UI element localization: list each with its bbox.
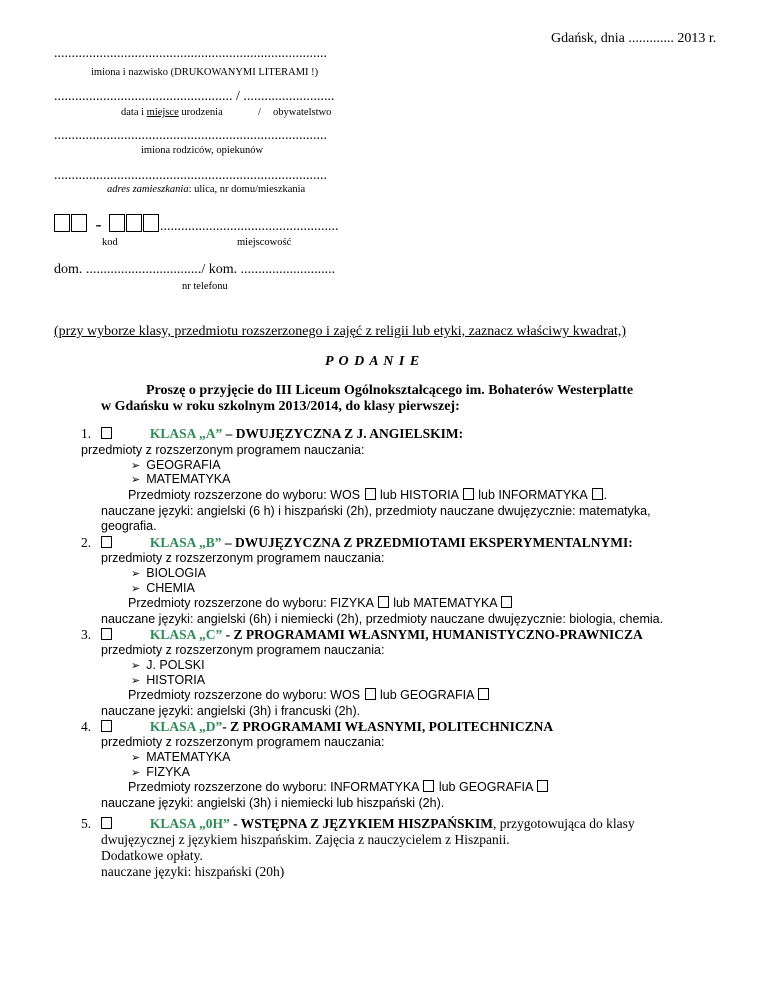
class-3-checkbox[interactable]: [101, 628, 112, 640]
class-3-subject: ➢ J. POLSKI: [131, 658, 205, 672]
class-4-choice-line: Przedmioty rozszerzone do wyboru: INFORMATYKA lub GEOGRAFIA: [128, 780, 549, 794]
intro-line-1: Proszę o przyjęcie do III Liceum Ogólnokształcącego im. Bohaterów Westerplatte: [146, 383, 634, 398]
postal-digit-box[interactable]: [126, 214, 142, 232]
city-field[interactable]: ...................................................: [160, 219, 339, 234]
class-1-subject: ➢ GEOGRAFIA: [131, 458, 221, 472]
choice-historia-checkbox[interactable]: [463, 488, 474, 500]
class-4-heading: 4. KLASA „D”- Z PROGRAMAMI WŁASNYMI, POLITECHNICZNA: [81, 719, 554, 734]
class-3-languages: nauczane języki: angielski (3h) i francuski (2h).: [101, 704, 361, 718]
parents-field[interactable]: ..............................................................................: [54, 128, 327, 143]
class-1-name: KLASA „A”: [149, 426, 223, 441]
choice-geografia-checkbox[interactable]: [478, 688, 489, 700]
class-1-choice-historia-label: lub HISTORIA: [380, 488, 459, 502]
class-1-choice-informatyka-label: lub INFORMATYKA: [478, 488, 588, 502]
arrow-bullet-icon: ➢: [131, 567, 141, 580]
phone-field[interactable]: dom. ................................./ kom. ...........................: [54, 262, 336, 277]
birth-label: [121, 107, 223, 118]
birth-field[interactable]: ................................................... / ..........................: [54, 89, 335, 104]
class-2-heading: 2. KLASA „B” – DWUJĘZYCZNA Z PRZEDMIOTAMI EKSPERYMENTALNYMI:: [81, 535, 633, 550]
class-5-title-rest: , przygotowująca do klasy: [492, 816, 635, 831]
class-3-title-a: - Z PROGRAMAMI WŁASNYMI: [222, 627, 426, 642]
class-3-name: KLASA „C”: [149, 627, 223, 642]
arrow-bullet-icon: ➢: [131, 582, 141, 595]
birth-label-slash: /: [258, 107, 261, 118]
class-5-description: dwujęzycznej z językiem hiszpańskim. Zajęcia z nauczycielem z Hiszpanii.: [101, 832, 510, 847]
class-3-subjects-intro: przedmioty z rozszerzonym programem nauczania:: [101, 643, 385, 657]
class-1-choice-line: Przedmioty rozszerzone do wyboru: WOS lub HISTORIA lub INFORMATYKA .: [128, 488, 608, 502]
class-4-subject: ➢ MATEMATYKA: [131, 750, 231, 764]
class-1-heading: [81, 425, 463, 442]
class-2-title: – DWUJĘZYCZNA Z PRZEDMIOTAMI EKSPERYMENTALNYMI:: [221, 535, 633, 550]
class-5-name: KLASA „0H”: [149, 816, 230, 831]
class-1-choice-wos-label: Przedmioty rozszerzone do wyboru: WOS: [128, 488, 361, 502]
class-2-subject: ➢ BIOLOGIA: [131, 566, 206, 580]
parents-label: imiona rodziców, opiekunów: [141, 145, 264, 156]
citizenship-label: obywatelstwo: [273, 107, 332, 118]
address-label-rest: : ulica, nr domu/mieszkania: [188, 184, 306, 195]
postal-code-label: kod: [102, 237, 118, 248]
name-field[interactable]: ..............................................................................: [54, 46, 327, 61]
choice-informatyka-checkbox[interactable]: [423, 780, 434, 792]
birth-label-rest: urodzenia: [181, 107, 223, 118]
postal-row: [54, 214, 339, 235]
birth-label-place: miejsce: [146, 107, 179, 118]
class-1-title: – DWUJĘZYCZNA Z J. ANGIELSKIM:: [222, 426, 464, 441]
class-3-subject: ➢ HISTORIA: [131, 673, 206, 687]
birth-label-date: data i: [121, 107, 145, 118]
postal-digit-box[interactable]: [54, 214, 70, 232]
class-5-heading: 5. KLASA „0H” - WSTĘPNA Z JĘZYKIEM HISZPAŃSKIM, przygotowująca do klasy: [81, 816, 635, 831]
choice-geografia-checkbox[interactable]: [537, 780, 548, 792]
class-4-name: KLASA „D”: [149, 719, 223, 734]
arrow-bullet-icon: ➢: [131, 459, 141, 472]
class-4-subjects-intro: przedmioty z rozszerzonym programem nauczania:: [101, 735, 385, 749]
postal-digit-box[interactable]: [71, 214, 87, 232]
class-2-name: KLASA „B”: [149, 535, 222, 550]
class-5-fees: Dodatkowe opłaty.: [101, 848, 203, 863]
class-1-subject: ➢ MATEMATYKA: [131, 472, 231, 486]
address-label: [107, 184, 305, 195]
arrow-bullet-icon: ➢: [131, 659, 141, 672]
class-2-checkbox[interactable]: [101, 536, 112, 548]
class-2-subjects-intro: przedmioty z rozszerzonym programem nauczania:: [101, 551, 385, 565]
page-title: P O D A N I E: [325, 354, 421, 369]
class-1-checkbox[interactable]: [101, 427, 112, 439]
class-3-title-b: , HUMANISTYCZNO-PRAWNICZA: [425, 627, 643, 642]
class-1-languages: nauczane języki: angielski (6 h) i hiszpański (2h), przedmioty nauczane dwujęzycznie: matematyka,: [101, 504, 651, 518]
postal-digit-box[interactable]: [109, 214, 125, 232]
name-label: imiona i nazwisko (DRUKOWANYMI LITERAMI !): [91, 67, 319, 78]
phone-label: nr telefonu: [182, 281, 228, 292]
instruction: (przy wyborze klasy, przedmiotu rozszerzonego i zajęć z religii lub etyki, zaznacz właściwy kwadrat,): [54, 324, 627, 339]
class-4-title-a: - Z PROGRAMAMI WŁASNYMI: [222, 719, 422, 734]
choice-fizyka-checkbox[interactable]: [378, 596, 389, 608]
class-4-checkbox[interactable]: [101, 720, 112, 732]
class-2-subject: ➢ CHEMIA: [131, 581, 195, 595]
class-1-subjects-intro: przedmioty z rozszerzonym programem nauczania:: [81, 443, 365, 457]
class-3-heading: 3. KLASA „C” - Z PROGRAMAMI WŁASNYMI, HUMANISTYCZNO-PRAWNICZA: [81, 627, 643, 642]
choice-wos-checkbox[interactable]: [365, 688, 376, 700]
class-2-languages: nauczane języki: angielski (6h) i niemiecki (2h), przedmioty nauczane dwujęzycznie: biologia, chemia.: [101, 612, 664, 626]
class-1-num: 1.: [81, 426, 92, 441]
class-2-choice-line: Przedmioty rozszerzone do wyboru: FIZYKA lub MATEMATYKA: [128, 596, 513, 610]
postal-dash: -: [95, 214, 102, 234]
intro-line-2: w Gdańsku w roku szkolnym 2013/2014, do klasy pierwszej:: [101, 399, 460, 414]
choice-wos-checkbox[interactable]: [365, 488, 376, 500]
arrow-bullet-icon: ➢: [131, 674, 141, 687]
arrow-bullet-icon: ➢: [131, 766, 141, 779]
class-4-title-b: , POLITECHNICZNA: [421, 719, 554, 734]
place-date: Gdańsk, dnia ............. 2013 r.: [551, 31, 717, 46]
choice-informatyka-checkbox[interactable]: [592, 488, 603, 500]
postal-digit-box[interactable]: [143, 214, 159, 232]
class-5-languages: nauczane języki: hiszpański (20h): [101, 864, 285, 879]
class-3-choice-line: Przedmioty rozszerzone do wyboru: WOS lub GEOGRAFIA: [128, 688, 490, 702]
class-1-languages-cont: geografia.: [101, 519, 157, 533]
address-field[interactable]: ..............................................................................: [54, 168, 327, 183]
address-label-italic: adres zamieszkania: [107, 184, 189, 195]
arrow-bullet-icon: ➢: [131, 473, 141, 486]
class-5-checkbox[interactable]: [101, 817, 112, 829]
choice-matematyka-checkbox[interactable]: [501, 596, 512, 608]
class-4-subject: ➢ FIZYKA: [131, 765, 190, 779]
class-5-title: - WSTĘPNA Z JĘZYKIEM HISZPAŃSKIM: [229, 816, 493, 831]
arrow-bullet-icon: ➢: [131, 751, 141, 764]
city-label: miejscowość: [237, 237, 292, 248]
class-4-languages: nauczane języki: angielski (3h) i niemiecki lub hiszpański (2h).: [101, 796, 445, 810]
